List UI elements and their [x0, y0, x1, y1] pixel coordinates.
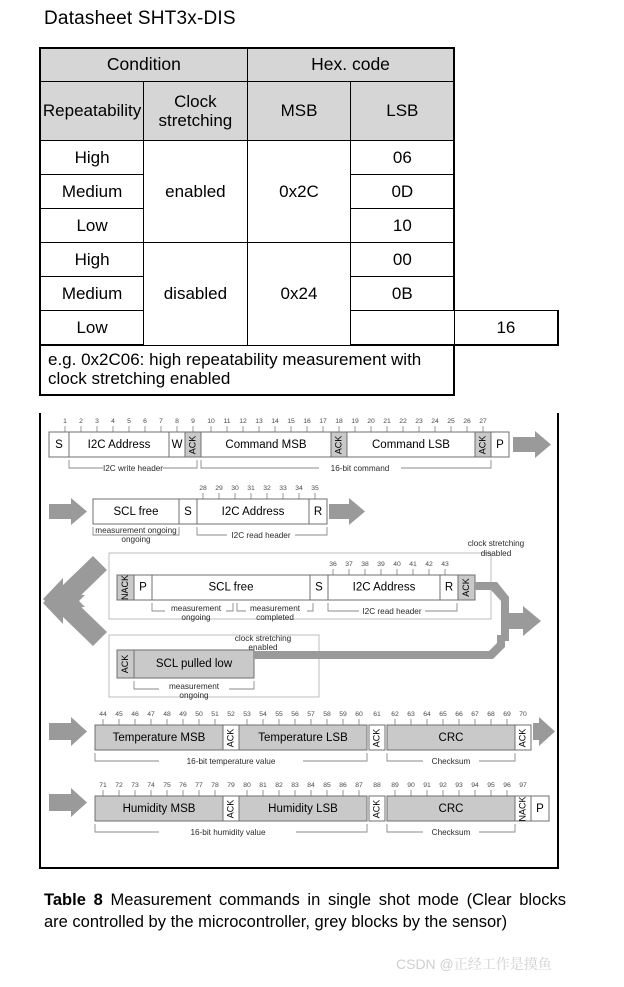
svg-text:28: 28	[199, 485, 207, 492]
svg-text:56: 56	[291, 711, 299, 718]
cell-repeatability: High	[40, 243, 144, 277]
block-label-ack: ACK	[119, 654, 130, 674]
bracket-label-measurement-completed: measurement	[249, 604, 301, 613]
flow-arrow-in-row6	[49, 788, 87, 817]
svg-text:30: 30	[231, 485, 239, 492]
block-label-r: R	[444, 581, 454, 594]
svg-text:5: 5	[127, 418, 131, 425]
flow-arrow-out-row5	[533, 717, 555, 746]
table-caption	[44, 889, 566, 934]
svg-text:42: 42	[425, 561, 433, 568]
svg-text:55: 55	[275, 711, 283, 718]
sequence-row-clock-stretching-enabled	[109, 634, 319, 700]
svg-text:1: 1	[63, 418, 67, 425]
svg-text:27: 27	[479, 418, 487, 425]
caption-label: Table 8	[44, 891, 103, 909]
cell-lsb: 0D	[351, 175, 455, 209]
block-label-temperature-msb: Temperature MSB	[112, 732, 206, 745]
group-header-condition: Condition	[40, 48, 247, 82]
svg-text:49: 49	[179, 711, 187, 718]
svg-text:95: 95	[487, 782, 495, 789]
svg-text:10: 10	[207, 418, 215, 425]
block-label-ack: ACK	[460, 578, 471, 597]
svg-text:86: 86	[339, 782, 347, 789]
annotation-clock-stretching-disabled-line2: disabled	[480, 549, 512, 558]
cell-clock-stretching: enabled	[144, 141, 248, 243]
cell-msb: 0x24	[247, 243, 351, 346]
svg-text:52: 52	[227, 711, 235, 718]
bracket-label-measurement-ongoing-3: measurement	[168, 682, 220, 691]
svg-text:77: 77	[195, 782, 203, 789]
block-label-ack: ACK	[371, 728, 382, 748]
block-label-i2c-address: I2C Address	[221, 506, 285, 519]
svg-text:61: 61	[373, 711, 381, 718]
svg-text:6: 6	[143, 418, 147, 425]
block-label-ack: ACK	[517, 728, 528, 748]
svg-text:11: 11	[223, 418, 231, 425]
svg-text:53: 53	[243, 711, 251, 718]
page-title: Datasheet SHT3x-DIS	[44, 8, 236, 29]
svg-text:80: 80	[243, 782, 251, 789]
bit-numbers-row1	[63, 418, 487, 425]
block-label-ack: ACK	[477, 435, 488, 455]
svg-text:81: 81	[259, 782, 267, 789]
bit-numbers-row3	[329, 561, 449, 568]
table-note-row	[40, 345, 558, 395]
bracket-label-checksum-temperature: Checksum	[431, 757, 471, 766]
svg-text:ongoing: ongoing	[181, 613, 211, 622]
svg-text:21: 21	[383, 418, 391, 425]
bit-numbers-row2	[199, 485, 319, 492]
svg-text:97: 97	[519, 782, 527, 789]
block-label-ack: ACK	[225, 799, 236, 819]
flow-arrow-in-row5	[49, 717, 87, 746]
column-header-msb: MSB	[247, 82, 351, 141]
svg-text:ongoing: ongoing	[121, 535, 151, 544]
svg-text:44: 44	[99, 711, 107, 718]
svg-text:48: 48	[163, 711, 171, 718]
svg-text:59: 59	[339, 711, 347, 718]
timing-diagram-svg	[41, 413, 557, 865]
bit-numbers-row5	[99, 711, 527, 718]
svg-text:79: 79	[227, 782, 235, 789]
block-label-s: S	[55, 439, 63, 452]
svg-text:82: 82	[275, 782, 283, 789]
svg-text:90: 90	[407, 782, 415, 789]
svg-text:69: 69	[503, 711, 511, 718]
bracket-label-16bit-command: 16-bit command	[330, 464, 390, 473]
i2c-timing-diagram	[39, 413, 559, 869]
cell-lsb-spacer	[351, 311, 455, 346]
svg-text:34: 34	[295, 485, 303, 492]
svg-text:24: 24	[431, 418, 439, 425]
svg-text:15: 15	[287, 418, 295, 425]
sequence-row-clock-stretching-disabled	[109, 539, 525, 622]
block-label-i2c-address: I2C Address	[352, 581, 416, 594]
bracket-label-16bit-humidity: 16-bit humidity value	[190, 828, 266, 837]
block-label-p: P	[536, 803, 544, 816]
annotation-clock-stretching-enabled-line1: clock stretching	[234, 634, 292, 643]
bracket-label-measurement-ongoing-2: measurement	[170, 604, 222, 613]
block-label-ack: ACK	[187, 435, 198, 455]
svg-text:87: 87	[355, 782, 363, 789]
flow-arrow-right	[513, 431, 551, 458]
block-label-humidity-lsb: Humidity LSB	[268, 803, 338, 816]
svg-text:71: 71	[99, 782, 107, 789]
block-label-s: S	[315, 581, 323, 594]
svg-text:35: 35	[311, 485, 319, 492]
sequence-row-temperature	[49, 711, 555, 766]
bracket-label-read-header-1: I2C read header	[231, 531, 291, 540]
svg-text:13: 13	[255, 418, 263, 425]
svg-text:62: 62	[391, 711, 399, 718]
svg-text:96: 96	[503, 782, 511, 789]
cell-lsb: 06	[351, 141, 455, 175]
bracket-label-write-header: I2C write header	[102, 464, 164, 473]
cell-repeatability: Medium	[40, 175, 144, 209]
svg-text:57: 57	[307, 711, 315, 718]
svg-text:33: 33	[279, 485, 287, 492]
svg-text:19: 19	[351, 418, 359, 425]
svg-text:60: 60	[355, 711, 363, 718]
svg-text:85: 85	[323, 782, 331, 789]
svg-text:18: 18	[335, 418, 343, 425]
svg-text:47: 47	[147, 711, 155, 718]
svg-text:58: 58	[323, 711, 331, 718]
svg-text:26: 26	[463, 418, 471, 425]
block-label-crc: CRC	[438, 803, 464, 816]
svg-text:92: 92	[439, 782, 447, 789]
svg-text:14: 14	[271, 418, 279, 425]
sequence-row-read-header	[49, 485, 365, 544]
block-label-crc: CRC	[438, 732, 464, 745]
cell-lsb: 16	[454, 311, 558, 346]
cell-clock-stretching: disabled	[144, 243, 248, 346]
svg-text:17: 17	[319, 418, 327, 425]
bracket-label-16bit-temperature: 16-bit temperature value	[186, 757, 276, 766]
block-label-ack: ACK	[333, 435, 344, 455]
svg-text:72: 72	[115, 782, 123, 789]
svg-text:75: 75	[163, 782, 171, 789]
block-label-s: S	[184, 506, 192, 519]
svg-text:ongoing: ongoing	[179, 691, 209, 700]
table-group-header-row	[40, 48, 558, 82]
svg-text:94: 94	[471, 782, 479, 789]
svg-text:20: 20	[367, 418, 375, 425]
block-label-ack: ACK	[371, 799, 382, 819]
svg-text:40: 40	[393, 561, 401, 568]
block-label-humidity-msb: Humidity MSB	[122, 803, 196, 816]
svg-text:8: 8	[175, 418, 179, 425]
svg-text:43: 43	[441, 561, 449, 568]
svg-text:3: 3	[95, 418, 99, 425]
caption-text: Measurement commands in single shot mode (Clear blocks are controlled by the microcontroller, grey blocks by the sensor)	[44, 891, 566, 932]
svg-text:73: 73	[131, 782, 139, 789]
bracket-label-checksum-humidity: Checksum	[431, 828, 471, 837]
watermark: CSDN @正经工作是摸鱼	[396, 956, 552, 972]
block-label-temperature-lsb: Temperature LSB	[258, 732, 348, 745]
column-header-repeatability: Repeatability	[40, 82, 144, 141]
svg-text:78: 78	[211, 782, 219, 789]
svg-text:9: 9	[191, 418, 195, 425]
sequence-row-humidity	[49, 782, 549, 837]
flow-arrow-out-row2	[329, 498, 365, 525]
cell-lsb: 0B	[351, 277, 455, 311]
svg-text:23: 23	[415, 418, 423, 425]
bit-numbers-row6	[99, 782, 527, 789]
svg-text:2: 2	[79, 418, 83, 425]
svg-text:7: 7	[159, 418, 163, 425]
block-label-scl-free: SCL free	[208, 581, 254, 594]
measurement-commands-table	[39, 47, 559, 396]
svg-text:66: 66	[455, 711, 463, 718]
svg-text:38: 38	[361, 561, 369, 568]
column-header-lsb: LSB	[351, 82, 455, 141]
svg-text:84: 84	[307, 782, 315, 789]
block-label-w: W	[171, 439, 183, 452]
svg-text:41: 41	[409, 561, 417, 568]
group-header-hex-code: Hex. code	[247, 48, 454, 82]
svg-text:37: 37	[345, 561, 353, 568]
svg-text:46: 46	[131, 711, 139, 718]
svg-text:54: 54	[259, 711, 267, 718]
cell-lsb: 00	[351, 243, 455, 277]
branch-fork-arrow	[43, 556, 107, 646]
flow-arrow-in-row2	[49, 498, 87, 525]
table-row	[40, 141, 558, 175]
block-label-i2c-address: I2C Address	[87, 439, 151, 452]
svg-text:50: 50	[195, 711, 203, 718]
cell-repeatability: High	[40, 141, 144, 175]
svg-text:65: 65	[439, 711, 447, 718]
block-label-p: P	[139, 581, 147, 594]
svg-text:16: 16	[303, 418, 311, 425]
block-label-r: R	[313, 506, 323, 519]
block-label-command-lsb: Command LSB	[372, 439, 450, 452]
svg-text:12: 12	[239, 418, 247, 425]
svg-text:25: 25	[447, 418, 455, 425]
svg-text:22: 22	[399, 418, 407, 425]
block-label-p: P	[496, 439, 504, 452]
block-label-nack: NACK	[517, 796, 528, 822]
cell-lsb: 10	[351, 209, 455, 243]
svg-text:64: 64	[423, 711, 431, 718]
block-label-ack: ACK	[225, 728, 236, 748]
table-row	[40, 243, 558, 277]
bracket-label-measurement-ongoing-1: measurement ongoing	[95, 526, 177, 535]
cell-msb: 0x2C	[247, 141, 351, 243]
svg-text:51: 51	[211, 711, 219, 718]
sequence-row-write-command	[49, 418, 551, 473]
svg-text:89: 89	[391, 782, 399, 789]
cell-repeatability: Low	[40, 311, 144, 346]
example-note: e.g. 0x2C06: high repeatability measurement with clock stretching enabled	[40, 345, 454, 395]
svg-text:32: 32	[263, 485, 271, 492]
block-label-nack: NACK	[119, 574, 130, 601]
bracket-label-read-header-2: I2C read header	[362, 607, 422, 616]
annotation-clock-stretching-enabled-line2: enabled	[248, 643, 278, 652]
table-column-header-row	[40, 82, 558, 141]
block-label-scl-free: SCL free	[113, 506, 159, 519]
block-label-scl-pulled-low: SCL pulled low	[155, 658, 233, 671]
block-label-command-msb: Command MSB	[225, 439, 307, 452]
svg-text:4: 4	[111, 418, 115, 425]
svg-text:74: 74	[147, 782, 155, 789]
svg-text:83: 83	[291, 782, 299, 789]
svg-text:76: 76	[179, 782, 187, 789]
svg-text:67: 67	[471, 711, 479, 718]
cell-repeatability: Low	[40, 209, 144, 243]
svg-text:45: 45	[115, 711, 123, 718]
svg-text:70: 70	[519, 711, 527, 718]
svg-text:63: 63	[407, 711, 415, 718]
svg-text:31: 31	[247, 485, 255, 492]
svg-text:36: 36	[329, 561, 337, 568]
svg-text:88: 88	[373, 782, 381, 789]
cell-repeatability: Medium	[40, 277, 144, 311]
svg-text:93: 93	[455, 782, 463, 789]
svg-text:68: 68	[487, 711, 495, 718]
annotation-clock-stretching-disabled-line1: clock stretching	[467, 539, 525, 548]
column-header-clock-stretching: Clock stretching	[144, 82, 248, 141]
svg-text:29: 29	[215, 485, 223, 492]
svg-text:91: 91	[423, 782, 431, 789]
svg-text:completed: completed	[256, 613, 294, 622]
svg-text:39: 39	[377, 561, 385, 568]
